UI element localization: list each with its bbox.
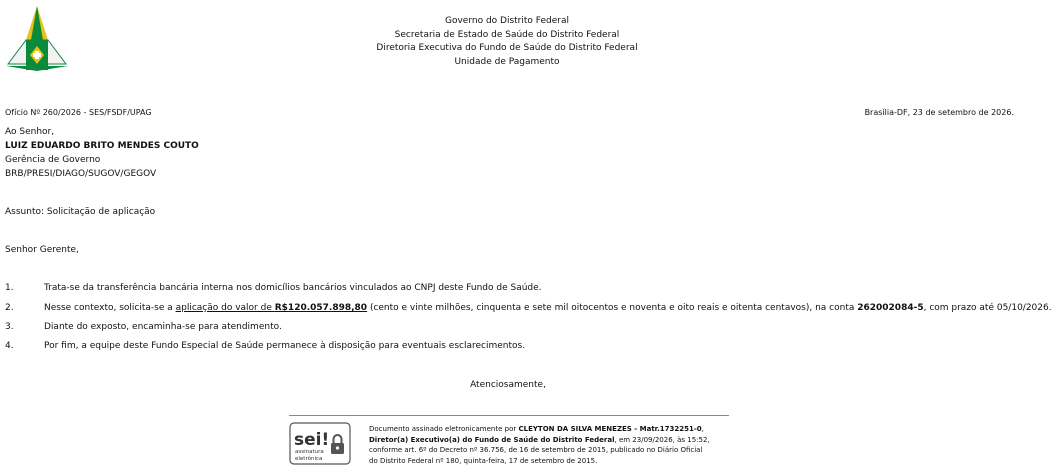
sig-line: conforme art. 6º do Decreto nº 36.756, de 16 de setembro de 2015, publicado no Diário Oficial — [369, 446, 703, 454]
item-number: 2. — [5, 303, 14, 313]
sig-line — [369, 435, 710, 446]
signer-name: CLEYTON DA SILVA MENEZES - Matr.1732251-0 — [518, 425, 702, 433]
office-number: Ofício Nº 260/2026 - SES/FSDF/UPAG — [5, 108, 152, 117]
item-4-text: Por fim, a equipe deste Fundo Especial de Saúde permanece à disposição para eventuais esclarecimentos. — [44, 341, 526, 351]
item-number: 4. — [5, 341, 14, 351]
sig-line: do Distrito Federal nº 180, quinta-feira, 17 de setembro de 2015. — [369, 456, 598, 465]
header-line-1: Governo do Distrito Federal — [445, 16, 569, 26]
letterhead — [300, 15, 714, 69]
signer-role: Diretor(a) Executivo(a) do Fundo de Saúde do Distrito Federal — [369, 435, 615, 444]
sig-part: , — [701, 425, 704, 433]
sig-line — [369, 424, 710, 435]
salutation-line: Ao Senhor, — [5, 127, 55, 137]
greeting: Senhor Gerente, — [5, 245, 79, 255]
addressee-name: LUIZ EDUARDO BRITO MENDES COUTO — [5, 141, 199, 151]
item-number: 1. — [5, 283, 14, 293]
item-2-part: , com prazo até 05/10/2026. — [923, 303, 1052, 313]
signature-text — [369, 424, 710, 466]
sei-logo-icon — [289, 422, 351, 465]
addressee-dept: Gerência de Governo — [5, 155, 101, 165]
amount-value: R$120.057.898,80 — [274, 303, 368, 313]
item-2-part: aplicação do valor de — [175, 303, 275, 313]
item-3-text: Diante do exposto, encaminha-se para atendimento. — [44, 322, 282, 332]
sei-logo-text: sei! — [294, 430, 330, 450]
account-number: 262002084-5 — [857, 303, 924, 313]
item-2-underlined — [176, 303, 367, 313]
item-2-part: (cento e vinte milhões, cinquenta e sete mil oitocentos e noventa e oito reais e oitenta centavos), na conta — [367, 303, 858, 313]
header-line-3: Diretoria Executiva do Fundo de Saúde do Distrito Federal — [376, 43, 638, 53]
sei-logo-sub: eletrônica — [295, 456, 323, 462]
subject: Assunto: Solicitação de aplicação — [5, 207, 156, 217]
item-number: 3. — [5, 322, 14, 332]
place-date: Brasília-DF, 23 de setembro de 2026. — [864, 108, 1014, 117]
header-line-4: Unidade de Pagamento — [454, 56, 560, 67]
sig-part: Documento assinado eletronicamente por — [369, 425, 519, 433]
closing: Atenciosamente, — [470, 380, 546, 390]
sig-part: , em 23/09/2026, às 15:52, — [614, 435, 710, 444]
addressee-code: BRB/PRESI/DIAGO/SUGOV/GEGOV — [5, 169, 157, 179]
sei-logo-sub: assinatura — [295, 449, 324, 455]
item-1-text: Trata-se da transferência bancária interna nos domicílios bancários vinculados ao CNPJ deste Fundo de Saúde. — [44, 283, 542, 293]
item-2-part: Nesse contexto, solicita-se a — [44, 303, 176, 313]
item-2-text — [44, 303, 1052, 313]
header-line-2: Secretaria de Estado de Saúde do Distrito Federal — [394, 29, 620, 40]
signature-divider — [289, 415, 729, 416]
gdf-emblem-icon — [4, 4, 70, 74]
